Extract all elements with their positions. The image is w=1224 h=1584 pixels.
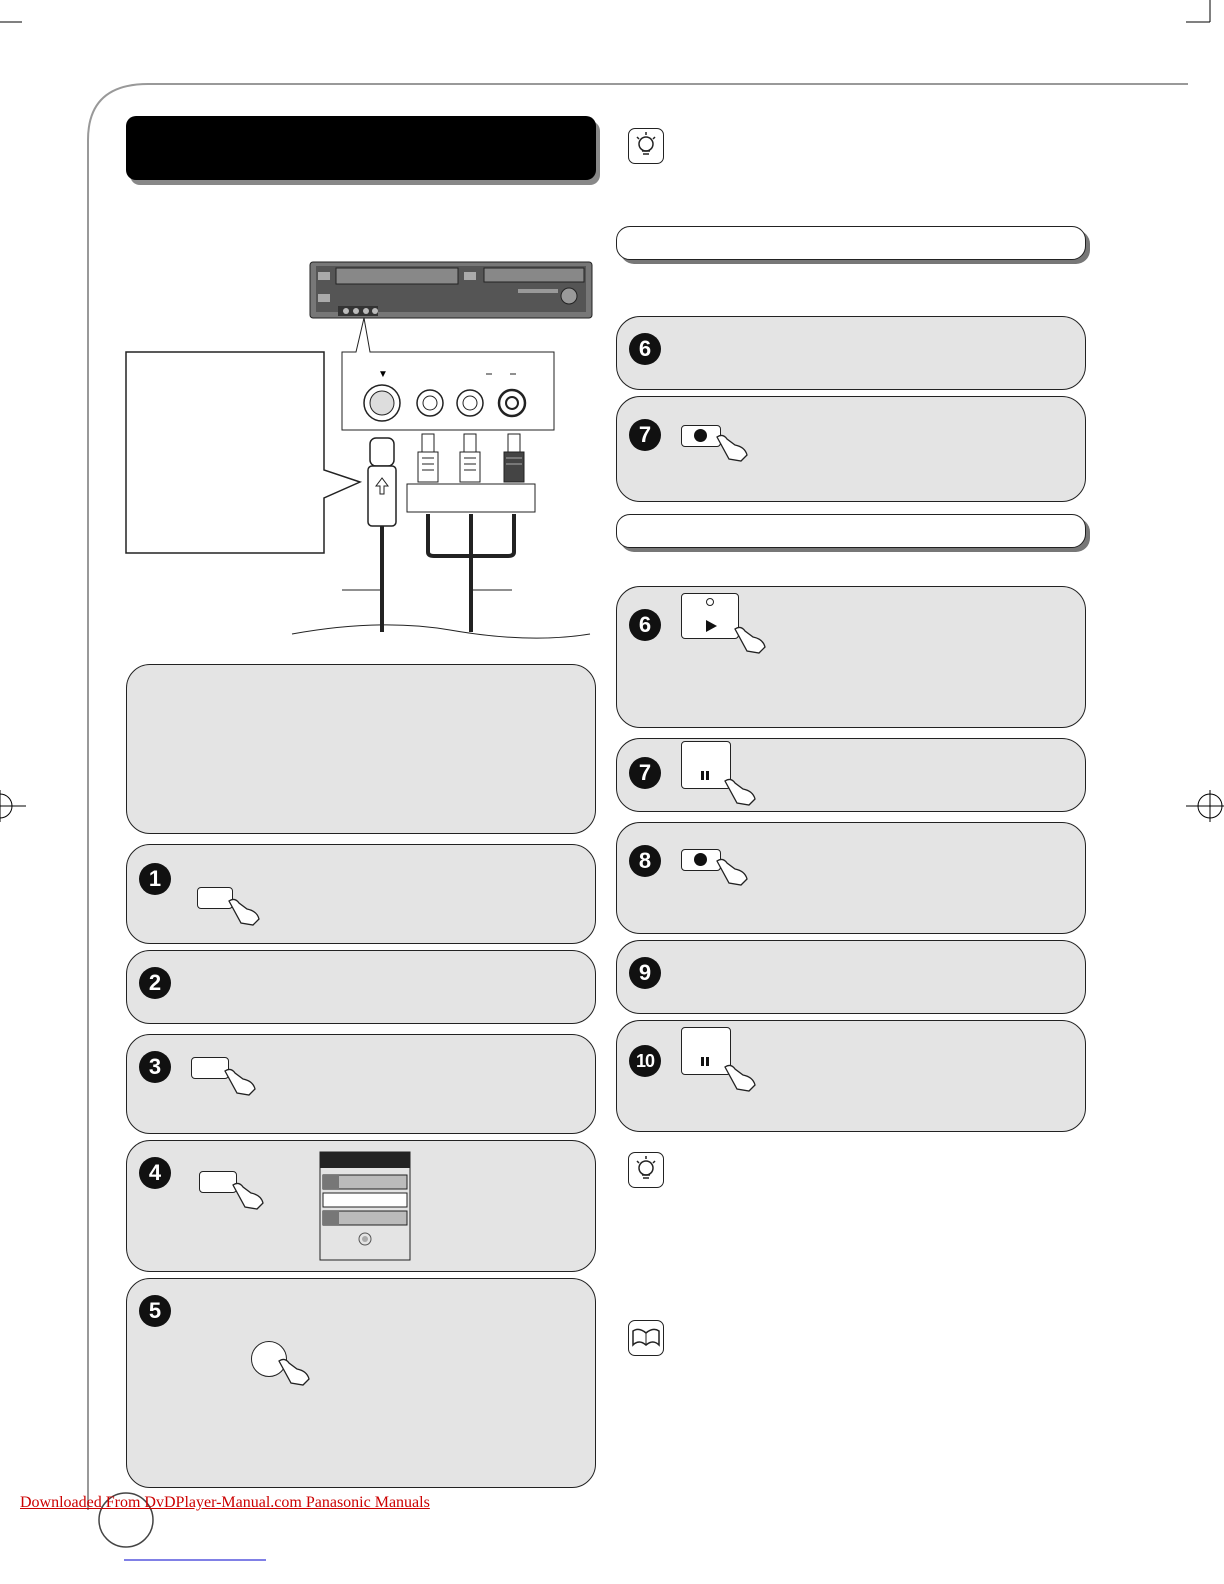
step-number: 9 — [629, 957, 661, 989]
step-6a-panel — [616, 316, 1086, 390]
step-number: 6 — [629, 333, 661, 365]
step-number: 2 — [139, 967, 171, 999]
lightbulb-tip-icon — [628, 1152, 664, 1188]
title-bar — [126, 116, 596, 180]
section-header-a — [616, 226, 1086, 260]
pointing-hand-icon — [723, 777, 759, 807]
pointing-hand-icon — [231, 1181, 267, 1211]
pointing-hand-icon — [227, 897, 263, 927]
step-number: 3 — [139, 1051, 171, 1083]
pointing-hand-icon — [733, 625, 769, 655]
pointing-hand-icon — [723, 1063, 759, 1093]
onscreen-menu-illustration — [319, 1151, 413, 1263]
record-dot-icon — [694, 853, 707, 866]
step-number: 1 — [139, 863, 171, 895]
step-3-panel — [126, 1034, 596, 1134]
step-number: 6 — [629, 609, 661, 641]
pause-icon — [701, 771, 704, 780]
step-1-panel — [126, 844, 596, 944]
step-number: 8 — [629, 845, 661, 877]
svg-text:▼: ▼ — [378, 369, 388, 380]
step-8b-panel — [616, 822, 1086, 934]
book-note-icon — [628, 1320, 664, 1356]
pointing-hand-icon — [223, 1067, 259, 1097]
play-button[interactable] — [681, 593, 739, 639]
step-number: 4 — [139, 1157, 171, 1189]
download-source-link[interactable]: Downloaded From DvDPlayer-Manual.com Panasonic Manuals — [20, 1494, 430, 1511]
info-panel — [126, 664, 596, 834]
section-header-b — [616, 514, 1086, 548]
step-7a-panel — [616, 396, 1086, 502]
step-number: 7 — [629, 757, 661, 789]
step-number: 10 — [629, 1045, 661, 1077]
step-number: 5 — [139, 1295, 171, 1327]
step-9b-panel — [616, 940, 1086, 1014]
pointing-hand-icon — [715, 857, 751, 887]
step-number: 7 — [629, 419, 661, 451]
pointing-hand-icon — [715, 433, 751, 463]
indicator-dot — [706, 598, 714, 606]
step-10b-panel — [616, 1020, 1086, 1132]
step-4-panel — [126, 1140, 596, 1272]
lightbulb-tip-icon — [628, 128, 664, 164]
record-dot-icon — [694, 429, 707, 442]
pause-icon — [701, 1057, 704, 1066]
dvd-recorder-illustration — [310, 262, 592, 318]
connection-diagram — [120, 256, 600, 646]
step-5-panel — [126, 1278, 596, 1488]
play-icon — [706, 620, 717, 632]
step-6b-panel — [616, 586, 1086, 728]
step-2-panel — [126, 950, 596, 1024]
pointing-hand-icon — [277, 1357, 313, 1387]
step-7b-panel — [616, 738, 1086, 812]
